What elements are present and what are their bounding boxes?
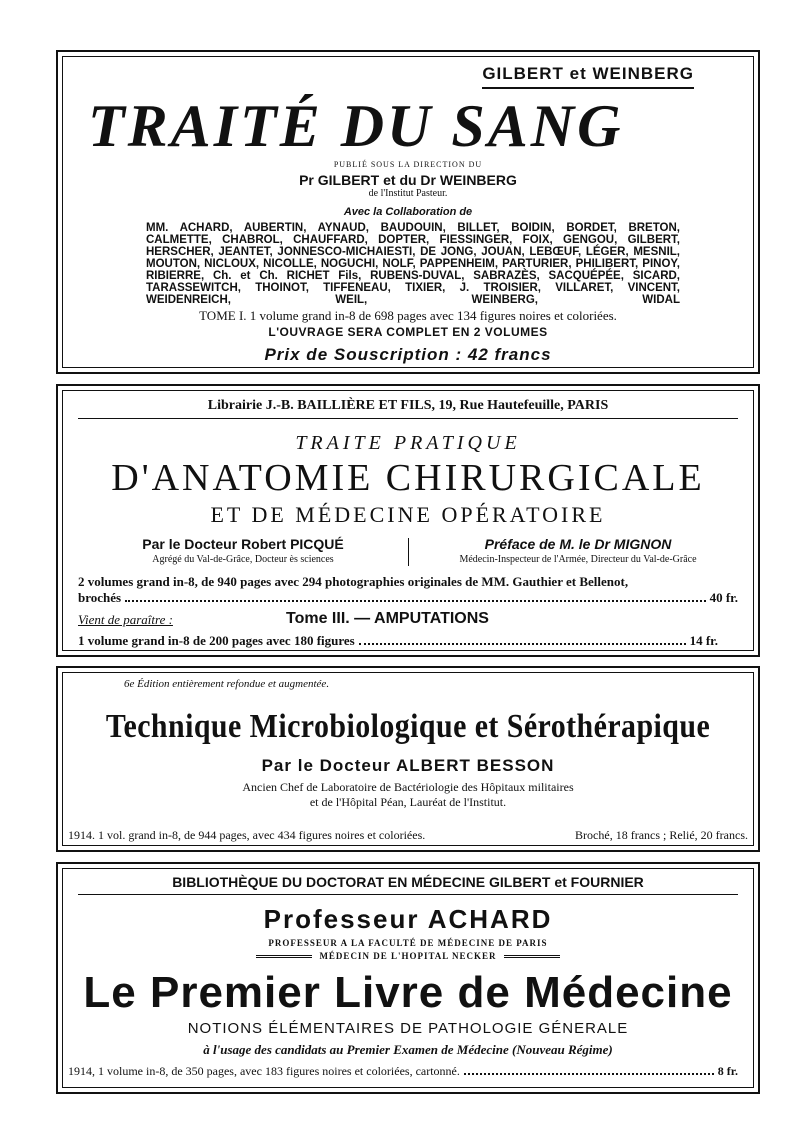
volume-desc: 1 volume grand in-8 de 200 pages avec 180 figures xyxy=(78,633,355,648)
collaboration-line: Avec la Collaboration de xyxy=(343,206,473,218)
author-role: Agrégé du Val-de-Grâce, Docteur ès sciences xyxy=(152,554,334,565)
broches-label: brochés xyxy=(78,590,122,605)
broches-line xyxy=(78,590,738,606)
column-divider xyxy=(408,538,409,566)
besson-price: Broché, 18 francs ; Relié, 20 francs. xyxy=(575,828,748,842)
dot-leader xyxy=(359,633,686,645)
besson-bottom xyxy=(68,828,748,843)
ad-anatomie-chirurgicale xyxy=(56,384,760,657)
volume-price: 14 fr. xyxy=(689,633,718,648)
volumes-line: 2 volumes grand in-8, de 940 pages avec 294 photographies originales de MM. Gauthier et Bellenot, xyxy=(78,574,629,589)
dot-leader xyxy=(125,590,705,602)
top-authors: GILBERT et WEINBERG xyxy=(482,64,694,89)
vient-de-paraitre: Vient de paraître : xyxy=(78,612,173,627)
besson-role-2: et de l'Hôpital Péan, Lauréat de l'Institut. xyxy=(309,795,507,809)
volume-line xyxy=(78,633,718,649)
ad-traite-du-sang xyxy=(56,50,760,374)
preface-block xyxy=(418,536,738,565)
rule-right xyxy=(504,955,560,958)
besson-author: Par le Docteur ALBERT BESSON xyxy=(261,756,555,775)
collaborator-names: MM. ACHARD, AUBERTIN, AYNAUD, BAUDOUIN, BILLET, BOIDIN, BORDET, BRETON, CALMETTE, CHABROL, CHAUFFARD, DOPTER, FIESSINGER, FOIX, GENGOU, GILBERT, HERSCHER, JEANTET, JONNESCO-MICHAIESTI, DE JONG, JOUAN, LEBŒUF, LÉGER, MESNIL, MOUTON, NICLOUX, NICOLLE, NOGUCHI, NOLF, PAPPENHEIM, PARTURIER, PHILIBERT, PINOY, RIBIERRE, Ch. et Ch. RICHET Fils, RUBENS-DUVAL, SABRAZÈS, SACQUÉPÉE, SICARD, TARASSEWITCH, THOINOT, TIFFENEAU, TIXIER, J. TROISIER, VILLARET, VINCENT, WEIDENREICH, WEIL, WEINBERG, WIDAL xyxy=(146,222,680,306)
faculty-line: PROFESSEUR A LA FACULTÉ DE MÉDECINE DE PARIS xyxy=(268,938,548,948)
directors-line: Pr GILBERT et du Dr WEINBERG xyxy=(299,172,517,188)
author-name: Par le Docteur Robert PICQUÉ xyxy=(142,536,344,552)
subscription-price: Prix de Souscription : 42 francs xyxy=(264,345,552,364)
hospital-text: MÉDECIN DE L'HOPITAL NECKER xyxy=(319,951,497,961)
achard-price: 8 fr. xyxy=(717,1064,738,1078)
publisher-line: Librairie J.-B. BAILLIÈRE ET FILS, 19, Rue Hautefeuille, PARIS xyxy=(78,398,738,419)
edition-line: 6e Édition entièrement refondue et augmentée. xyxy=(124,678,330,690)
besson-role-1: Ancien Chef de Laboratoire de Bactériologie des Hôpitaux militaires xyxy=(242,780,574,794)
hospital-line xyxy=(58,951,758,961)
usage-line: à l'usage des candidats au Premier Examen de Médecine (Nouveau Régime) xyxy=(203,1042,613,1057)
besson-role xyxy=(58,780,758,810)
besson-volume: 1914. 1 vol. grand in-8, de 944 pages, avec 434 figures noires et coloriées. xyxy=(68,828,426,842)
medecine-operatoire-title: ET DE MÉDECINE OPÉRATOIRE xyxy=(210,502,606,527)
complete-line: L'OUVRAGE SERA COMPLET EN 2 VOLUMES xyxy=(268,325,548,339)
tome3-line: Tome III. — AMPUTATIONS xyxy=(286,610,489,627)
bibliotheque-line: BIBLIOTHÈQUE DU DOCTORAT EN MÉDECINE GILBERT et FOURNIER xyxy=(78,874,738,895)
professeur-achard: Professeur ACHARD xyxy=(263,904,553,934)
premier-livre-title: Le Premier Livre de Médecine xyxy=(83,968,733,1017)
broches-price: 40 fr. xyxy=(709,590,738,605)
author-block xyxy=(98,536,388,565)
notions-line: NOTIONS ÉLÉMENTAIRES DE PATHOLOGIE GÉNERALE xyxy=(187,1020,629,1037)
technique-title: Technique Microbiologique et Sérothérapique xyxy=(105,708,711,745)
anatomie-chirurgicale-title: D'ANATOMIE CHIRURGICALE xyxy=(111,457,705,499)
achard-volume: 1914, 1 volume in-8, de 350 pages, avec 183 figures noires et coloriées, cartonné. xyxy=(68,1064,460,1078)
rule-left xyxy=(256,955,312,958)
ad-technique-microbiologique xyxy=(56,666,760,852)
achard-bottom xyxy=(68,1064,738,1079)
preface-author: Préface de M. le Dr MIGNON xyxy=(484,536,672,552)
institute-line: de l'Institut Pasteur. xyxy=(368,188,448,199)
dot-leader xyxy=(464,1064,714,1075)
traite-pratique-title: TRAITE PRATIQUE xyxy=(295,432,521,454)
traite-du-sang-title: TRAITÉ DU SANG xyxy=(88,93,624,159)
published-line: PUBLIÉ SOUS LA DIRECTION DU xyxy=(333,160,483,169)
ad-premier-livre xyxy=(56,862,760,1094)
tome-line: TOME I. 1 volume grand in-8 de 698 pages avec 134 figures noires et coloriées. xyxy=(199,308,617,323)
preface-role: Médecin-Inspecteur de l'Armée, Directeur du Val-de-Grâce xyxy=(459,554,697,565)
